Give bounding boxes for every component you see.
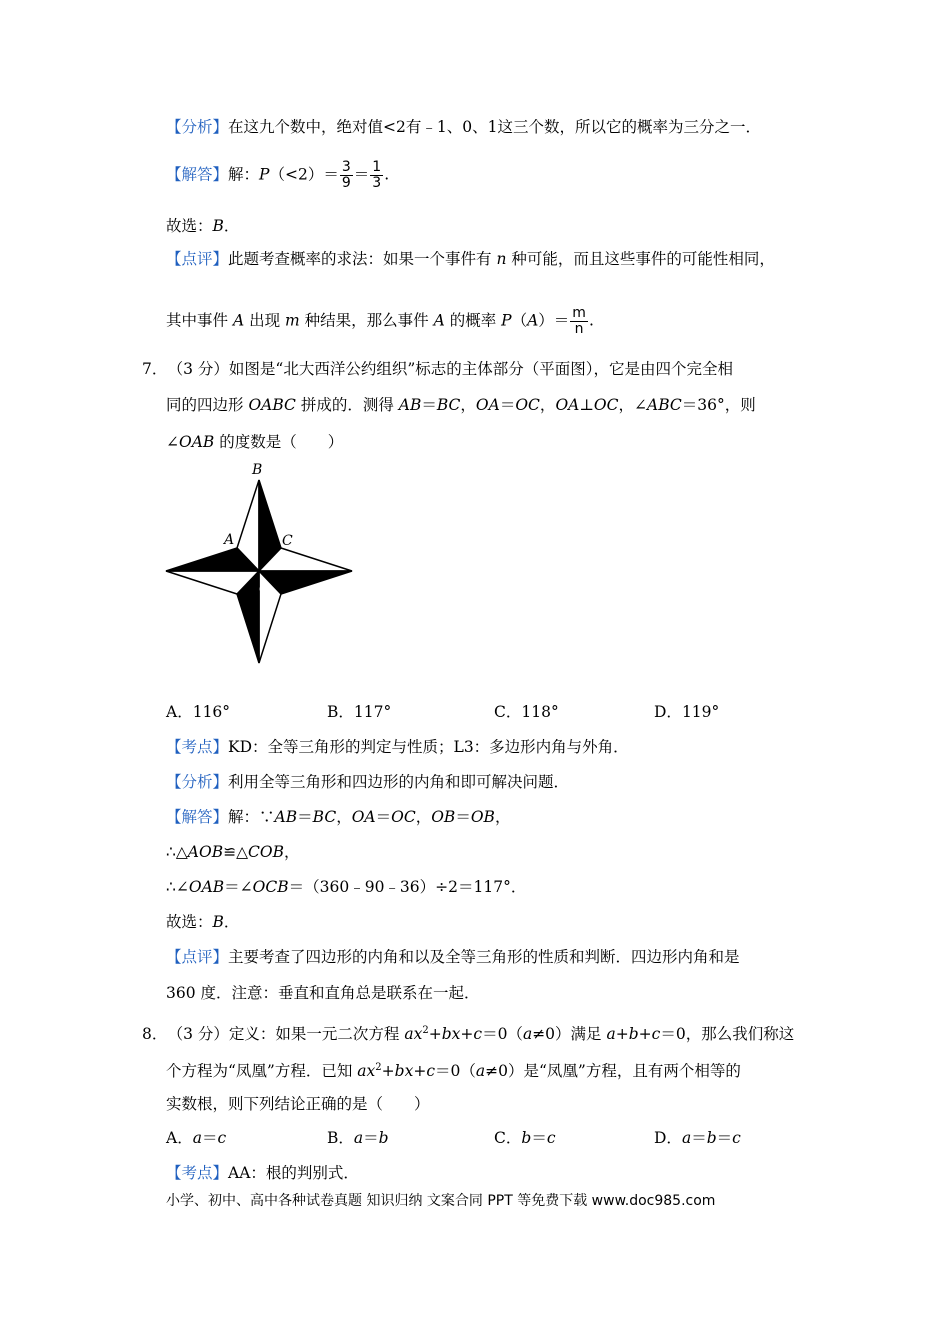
option-value: 117°	[353, 703, 392, 721]
var-oc: OC	[515, 396, 540, 414]
var-bx: bx	[441, 1025, 461, 1044]
fraction-denominator: 3	[372, 175, 382, 191]
var-oabc: OABC	[248, 396, 296, 414]
var-oa: OA	[351, 808, 376, 826]
var-ab: AB	[398, 396, 422, 414]
answer-text: ＝	[375, 808, 392, 826]
review-text: ）＝	[538, 311, 570, 330]
answer-text: ＝∠	[224, 878, 253, 896]
point-text: KD：全等三角形的判定与性质；L3：多边形内角与外角．	[228, 738, 629, 756]
answer-text: ＝（360﹣90﹣36）÷2＝117°．	[288, 878, 527, 896]
review-text: 主要考查了四边形的内角和以及全等三角形的性质和判断．四边形内角和是	[228, 948, 740, 966]
q8-stem-line1	[142, 1020, 794, 1045]
q7-option-b[interactable]	[327, 701, 391, 723]
var-cob: COB	[248, 843, 284, 861]
period: .	[384, 165, 390, 184]
review-text: 的概率	[444, 311, 502, 330]
answer-p: P	[259, 165, 270, 184]
q7-option-c[interactable]	[494, 701, 559, 723]
var-a: a	[522, 1025, 533, 1044]
option-eq: ＝	[363, 1129, 379, 1147]
review-text: 此题考查概率的求法：如果一个事件有	[228, 250, 497, 268]
question-number: 7．	[142, 360, 168, 378]
var-oc: OC	[391, 808, 416, 826]
q6-review-line1	[166, 248, 775, 270]
var-abc: ABC	[647, 396, 682, 414]
fraction-3-9	[340, 160, 353, 191]
stem-text: ，	[460, 396, 476, 414]
var-oa: OA	[555, 396, 580, 414]
q7-answer-line1	[166, 806, 510, 828]
stem-text: 拼成的．测得	[295, 396, 399, 414]
question-number: 8．	[142, 1025, 168, 1044]
point-text: AA：根的判别式．	[228, 1164, 359, 1182]
var-ob: OB	[431, 808, 456, 826]
stem-text: +	[413, 1062, 427, 1081]
var-oa: OA	[475, 396, 500, 414]
q7-review-line1	[166, 946, 740, 968]
option-eq: ＝	[531, 1129, 547, 1147]
q8-option-c[interactable]	[494, 1127, 556, 1149]
option-var: c	[217, 1129, 227, 1147]
option-var: c	[732, 1129, 741, 1147]
review-text: 种结果，那么事件	[299, 311, 434, 330]
stem-text: ≠0）满足	[532, 1025, 607, 1044]
q7-choice	[166, 911, 239, 933]
stem-text: 的度数是（ ）	[214, 433, 344, 451]
q7-stem-line2	[166, 394, 756, 416]
var-bx: bx	[394, 1062, 414, 1081]
star-shape	[166, 480, 352, 663]
q7-answer-line2	[166, 841, 300, 863]
var-oc: OC	[593, 396, 619, 414]
answer-text: ，	[336, 808, 352, 826]
option-eq: ＝	[201, 1129, 218, 1147]
answer-text: ，	[283, 843, 300, 861]
stem-text: +	[460, 1025, 474, 1044]
var-b: b	[628, 1025, 639, 1044]
var-ob: OB	[470, 808, 495, 826]
q8-stem-line2	[166, 1057, 741, 1082]
equals-sign: ＝	[353, 165, 370, 184]
var-ocb: OCB	[252, 878, 289, 896]
option-value: 119°	[681, 703, 720, 721]
var-c: c	[426, 1062, 435, 1081]
answer-text: ＝	[455, 808, 471, 826]
option-var: c	[546, 1129, 556, 1147]
q7-option-a[interactable]	[166, 701, 230, 723]
stem-text: +	[638, 1025, 652, 1044]
q7-stem-line1	[142, 358, 733, 380]
q6-answer	[166, 160, 389, 191]
stem-text: +	[615, 1025, 629, 1044]
option-letter: D．	[654, 1129, 682, 1147]
option-letter: C．	[494, 703, 522, 721]
stem-text: ＝	[499, 396, 516, 414]
var-n: n	[496, 250, 507, 268]
var-a: a	[606, 1025, 616, 1044]
answer-tag: 【解答】	[166, 808, 229, 826]
superscript-2: 2	[375, 1062, 382, 1073]
stem-text: +	[381, 1062, 395, 1081]
review-text: 其中事件	[166, 311, 233, 330]
option-letter: A．	[166, 703, 193, 721]
stem-text: ，	[539, 396, 556, 414]
var-a: a	[475, 1062, 486, 1081]
var-oab: OAB	[179, 433, 215, 451]
var-oab: OAB	[188, 878, 225, 896]
label-a: A	[224, 532, 235, 548]
q7-analysis	[166, 771, 569, 793]
q8-point	[166, 1162, 359, 1184]
fraction-numerator: 3	[341, 159, 351, 175]
fraction-1-3	[370, 160, 383, 191]
answer-text: 解：∵	[228, 808, 275, 826]
q7-stem-line3	[166, 431, 343, 453]
var-ax: ax	[404, 1025, 423, 1044]
fraction-denominator: 9	[341, 175, 351, 191]
answer-text: ，	[415, 808, 432, 826]
var-c: c	[473, 1025, 483, 1044]
superscript-2: 2	[422, 1025, 429, 1036]
period: .	[588, 311, 594, 330]
var-bc: BC	[312, 808, 337, 826]
option-eq: ＝	[691, 1129, 707, 1147]
option-letter: B．	[327, 703, 354, 721]
stem-text: 个方程为“凤凰”方程．已知	[166, 1062, 358, 1081]
option-value: 118°	[521, 703, 559, 721]
option-var: a	[353, 1129, 364, 1147]
var-bc: BC	[436, 396, 461, 414]
answer-text: ＝	[297, 808, 313, 826]
stem-text: ，∠	[618, 396, 647, 414]
review-tag: 【点评】	[166, 948, 229, 966]
answer-tag: 【解答】	[166, 165, 229, 184]
stem-text: ＝0（	[482, 1025, 523, 1044]
q8-option-d[interactable]	[654, 1127, 741, 1149]
option-letter: D．	[654, 703, 682, 721]
option-letter: B．	[327, 1129, 354, 1147]
fraction-m-n	[570, 306, 588, 337]
answer-text: ≌△	[223, 843, 249, 861]
nato-star-figure	[160, 460, 360, 670]
option-var: b	[706, 1129, 717, 1147]
option-eq: ＝	[716, 1129, 733, 1147]
var-p: P	[501, 311, 512, 330]
choice-letter: B	[212, 913, 224, 931]
review-tag: 【点评】	[166, 250, 229, 268]
option-var: b	[521, 1129, 532, 1147]
option-var: b	[378, 1129, 389, 1147]
page-footer: 小学、初中、高中各种试卷真题 知识归纳 文案合同 PPT 等免费下载 www.doc985.com	[166, 1193, 716, 1209]
review-text: 出现	[244, 311, 285, 330]
label-o: O	[259, 581, 271, 597]
review-text: 360 度．注意：垂直和直角总是联系在一起．	[166, 984, 480, 1002]
q7-answer-line3	[166, 876, 526, 898]
var-a: A	[232, 311, 245, 330]
choice-prefix: 故选：	[166, 913, 213, 931]
stem-text: 同的四边形	[166, 396, 249, 414]
answer-text: ，	[494, 808, 511, 826]
choice-end: ．	[223, 913, 240, 931]
q7-point	[166, 736, 629, 758]
option-value: 116°	[192, 703, 231, 721]
var-c: c	[651, 1025, 661, 1044]
option-var: a	[192, 1129, 202, 1147]
var-ab: AB	[274, 808, 298, 826]
q8-option-a[interactable]	[166, 1127, 226, 1149]
stem-text: （3 分）如图是“北大西洋公约组织”标志的主体部分（平面图），它是由四个完全相	[175, 360, 734, 378]
fraction-numerator: m	[572, 305, 586, 321]
analysis-tag: 【分析】	[166, 118, 229, 136]
analysis-text: 在这九个数中，绝对值<2有﹣1、0、1这三个数，所以它的概率为三分之一．	[228, 118, 761, 136]
review-text: 种可能，而且这些事件的可能性相同，	[506, 250, 775, 268]
stem-text: 实数根，则下列结论正确的是（ ）	[166, 1095, 430, 1113]
stem-text: ∠	[166, 433, 179, 451]
answer-prefix: 解：	[228, 165, 260, 184]
fraction-denominator: n	[574, 321, 584, 337]
stem-text: +	[428, 1025, 442, 1044]
var-a: A	[527, 311, 539, 330]
q6-choice	[166, 215, 239, 237]
analysis-tag: 【分析】	[166, 773, 229, 791]
q6-review-line2	[166, 306, 594, 337]
label-c: C	[282, 533, 293, 549]
stem-text: ＝0（	[435, 1062, 476, 1081]
var-ax: ax	[357, 1062, 376, 1081]
analysis-text: 利用全等三角形和四边形的内角和即可解决问题．	[228, 773, 570, 791]
q7-review-line2	[166, 982, 480, 1004]
var-m: m	[285, 311, 300, 330]
stem-text: ＝36°，则	[681, 396, 756, 414]
var-a: A	[433, 311, 445, 330]
answer-mid: （<2）＝	[269, 165, 339, 184]
review-text: （	[511, 311, 528, 330]
choice-letter: B	[212, 217, 224, 235]
q7-option-d[interactable]	[654, 701, 719, 723]
choice-prefix: 故选：	[166, 217, 213, 235]
fraction-numerator: 1	[372, 159, 382, 175]
q6-analysis	[166, 116, 761, 138]
answer-text: ∴△	[166, 843, 188, 861]
stem-text: ≠0）是“凤凰”方程，且有两个相等的	[485, 1062, 741, 1081]
point-tag: 【考点】	[166, 1164, 229, 1182]
answer-text: ∴∠	[166, 878, 189, 896]
q8-option-b[interactable]	[327, 1127, 389, 1149]
label-b: B	[252, 462, 263, 478]
var-aob: AOB	[187, 843, 224, 861]
stem-text: ＝	[421, 396, 437, 414]
option-letter: C．	[494, 1129, 522, 1147]
stem-text: ＝0，那么我们称这	[660, 1025, 795, 1044]
choice-end: ．	[223, 217, 240, 235]
option-letter: A．	[166, 1129, 193, 1147]
option-var: a	[681, 1129, 692, 1147]
stem-text: （3 分）定义：如果一元二次方程	[175, 1025, 405, 1044]
q8-stem-line3	[166, 1093, 430, 1115]
point-tag: 【考点】	[166, 738, 229, 756]
stem-text: ⊥	[579, 396, 594, 414]
